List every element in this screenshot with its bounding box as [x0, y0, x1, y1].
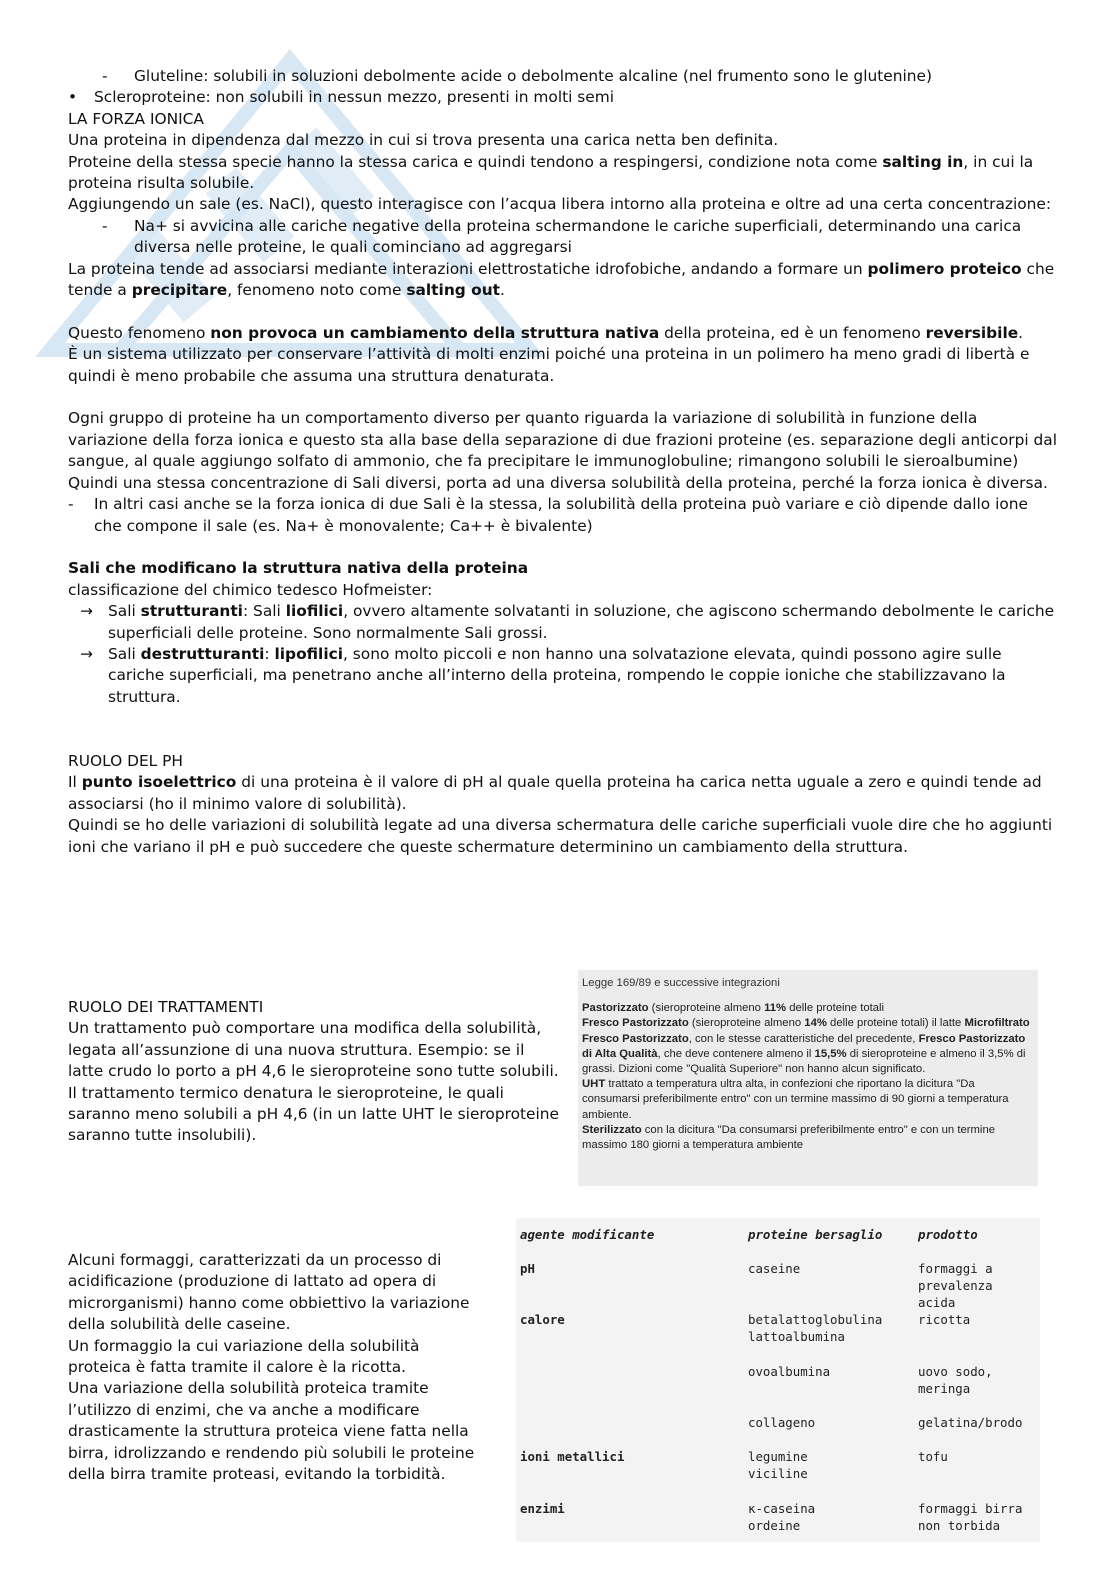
table-cell: collageno — [748, 1415, 816, 1430]
paragraph: Proteine della stessa specie hanno la stessa carica e quindi tendono a respingersi, condizione nota come salting in, in cui la proteina risulta solubile. — [68, 152, 1034, 193]
paragraph: La proteina tende ad associarsi mediante interazioni elettrostatiche idrofobiche, andando a formare un polimero proteico che tende a precipitare, fenomeno noto come salting out. — [68, 259, 1055, 300]
table-cell: calore — [520, 1312, 565, 1327]
table-cell: uovo sodo, meringa — [918, 1364, 993, 1396]
paragraph: Un formaggio la cui variazione della solubilità proteica è fatta tramite il calore è la ricotta. — [68, 1336, 420, 1377]
table-cell: ioni metallici — [520, 1449, 625, 1464]
list-item: - Gluteline: solubili in soluzioni debolmente acide o debolmente alcaline (nel frumento sono le glutenine) — [102, 67, 932, 85]
paragraph: Quindi se ho delle variazioni di solubilità legate ad una diversa schermatura delle cariche superficiali vuole dire che ho aggiunti ioni che variano il pH e può succedere che queste schermature determinino un cambiamento della struttura. — [68, 816, 1053, 856]
section-title-ph: RUOLO DEL PH — [68, 751, 184, 770]
paragraph: Una proteina in dipendenza dal mezzo in cui si trova presenta una carica netta ben definita. — [68, 131, 779, 150]
table-cell: κ-caseina ordeine — [748, 1501, 816, 1533]
section-title-salts: Sali che modificano la struttura nativa della proteina — [68, 559, 529, 578]
paragraph: classificazione del chimico tedesco Hofmeister: — [68, 580, 433, 599]
section-title-ionic: LA FORZA IONICA — [68, 109, 204, 128]
modifier-table — [516, 1218, 1040, 1542]
legge-line: Fresco Pastorizzato (sieroproteine almeno 14% delle proteine totali) il latte Microfiltrato Fresco Pastorizzato, con le stesse caratteristiche del precedente, Fresco Pastorizzato di Alta Qualità, che deve contenere almeno il 15,5% di sieroproteine e almeno il 3,5% di grassi. Dizioni come "Qualità Superiore" non hanno alcun significato. — [582, 1017, 1030, 1076]
section-title-treatments: RUOLO DEI TRATTAMENTI — [68, 998, 264, 1016]
table-header: prodotto — [918, 1227, 978, 1242]
paragraph: È un sistema utilizzato per conservare l’attività di molti enzimi poiché una proteina in un polimero ha meno gradi di libertà e quindi è meno probabile che assuma una struttura denaturata. — [68, 345, 1030, 385]
paragraph: Aggiungendo un sale (es. NaCl), questo interagisce con l’acqua libera intorno alla proteina e oltre ad una certa concentrazione: — [68, 195, 1052, 214]
table-header: proteine bersaglio — [748, 1227, 883, 1242]
paragraph: Una variazione della solubilità proteica tramite l’utilizzo di enzimi, che va anche a modificare drasticamente la struttura proteica viene fatta nella birra, idrolizzando e rendendo più solubili le proteine della birra tramite proteasi, evitando la torbidità. — [68, 1379, 475, 1484]
table-cell: tofu — [918, 1449, 948, 1464]
paragraph: Ogni gruppo di proteine ha un comportamento diverso per quanto riguarda la variazione di solubilità in funzione della variazione della forza ionica e questo sta alla base della separazione di due frazioni proteine (es. separazione degli anticorpi dal sangue, al quale aggiungo solfato di ammonio, che fa precipitare le immunoglobuline; rimangono solubili le sieroalbumine) — [68, 409, 1058, 471]
list-item: • Scleroproteine: non solubili in nessun mezzo, presenti in molti semi — [68, 88, 615, 107]
table-cell: betalattoglobulina lattoalbumina — [748, 1312, 883, 1344]
legge-title: Legge 169/89 e successive integrazioni — [582, 977, 780, 989]
table-cell: pH — [520, 1261, 535, 1276]
main-text — [68, 66, 1058, 858]
paragraph: Alcuni formaggi, caratterizzati da un processo di acidificazione (produzione di lattato ad opera di microrganismi) hanno come obbiettivo la variazione della solubilità delle caseine. — [68, 1251, 470, 1334]
paragraph: Questo fenomeno non provoca un cambiamento della struttura nativa della proteina, ed è un fenomeno reversibile. — [68, 323, 1024, 342]
table-cell: formaggi birra non torbida — [918, 1501, 1023, 1533]
legge-box — [578, 970, 1038, 1186]
list-item: → Sali strutturanti: Sali liofilici, ovvero altamente solvatanti in soluzione, che agiscono schermando debolmente le cariche superficiali delle proteine. Sono normalmente Sali grossi. — [80, 602, 1055, 642]
paragraph: Quindi una stessa concentrazione di Sali diversi, porta ad una diversa solubilità della proteina, perché la forza ionica è diversa. — [68, 473, 1048, 492]
table-cell: formaggi a prevalenza acida — [918, 1261, 993, 1310]
list-item: - In altri casi anche se la forza ionica di due Sali è la stessa, la solubilità della proteina può variare e ciò dipende dallo ione che compone il sale (es. Na+ è monovalente; Ca++ è bivalente) — [68, 495, 1028, 535]
table-cell: gelatina/brodo — [918, 1415, 1023, 1430]
treatments-column — [68, 997, 564, 1147]
table-cell: legumine viciline — [748, 1449, 808, 1481]
table-cell: enzimi — [520, 1501, 565, 1516]
table-cell: ovoalbumina — [748, 1364, 831, 1379]
list-item: → Sali destrutturanti: lipofilici, sono molto piccoli e non hanno una solvatazione elevata, quindi possono agire sulle cariche superficiali, ma penetrano anche all’interno della proteina, rompendo le coppie ioniche che stabilizzavano la struttura. — [80, 644, 1006, 706]
cheese-column — [68, 1250, 486, 1485]
table-cell: ricotta — [918, 1312, 971, 1327]
legge-line: Pastorizzato (sieroproteine almeno 11% delle proteine totali — [582, 1002, 885, 1015]
legge-line: Sterilizzato con la dicitura "Da consumarsi preferibilmente entro" e con un termine massimo 180 giorni a temperatura ambiente — [582, 1123, 996, 1152]
paragraph: Un trattamento può comportare una modifica della solubilità, legata all’assunzione di una nuova struttura. Esempio: se il latte crudo lo porto a pH 4,6 le sieroproteine sono tutte solubili. Il trattamento termico denatura le sieroproteine, le quali saranno meno solubili a pH 4,6 (in un latte UHT le sieroproteine saranno tutte insolubili). — [68, 1019, 560, 1145]
table-header: agente modificante — [520, 1227, 655, 1242]
legge-line: UHT trattato a temperatura ultra alta, in confezioni che riportano la dicitura "Da consumarsi preferibilmente entro" con un termine massimo di 90 giorni a temperatura ambiente. — [582, 1078, 1009, 1121]
paragraph: Il punto isoelettrico di una proteina è il valore di pH al quale quella proteina ha carica netta uguale a zero e quindi tende ad associarsi (ho il minimo valore di solubilità). — [68, 773, 1042, 813]
list-item: - Na+ si avvicina alle cariche negative della proteina schermandone le cariche superficiali, determinando una carica diversa nelle proteine, le quali cominciano ad aggregarsi — [102, 216, 1022, 257]
table-cell: caseine — [748, 1261, 801, 1276]
